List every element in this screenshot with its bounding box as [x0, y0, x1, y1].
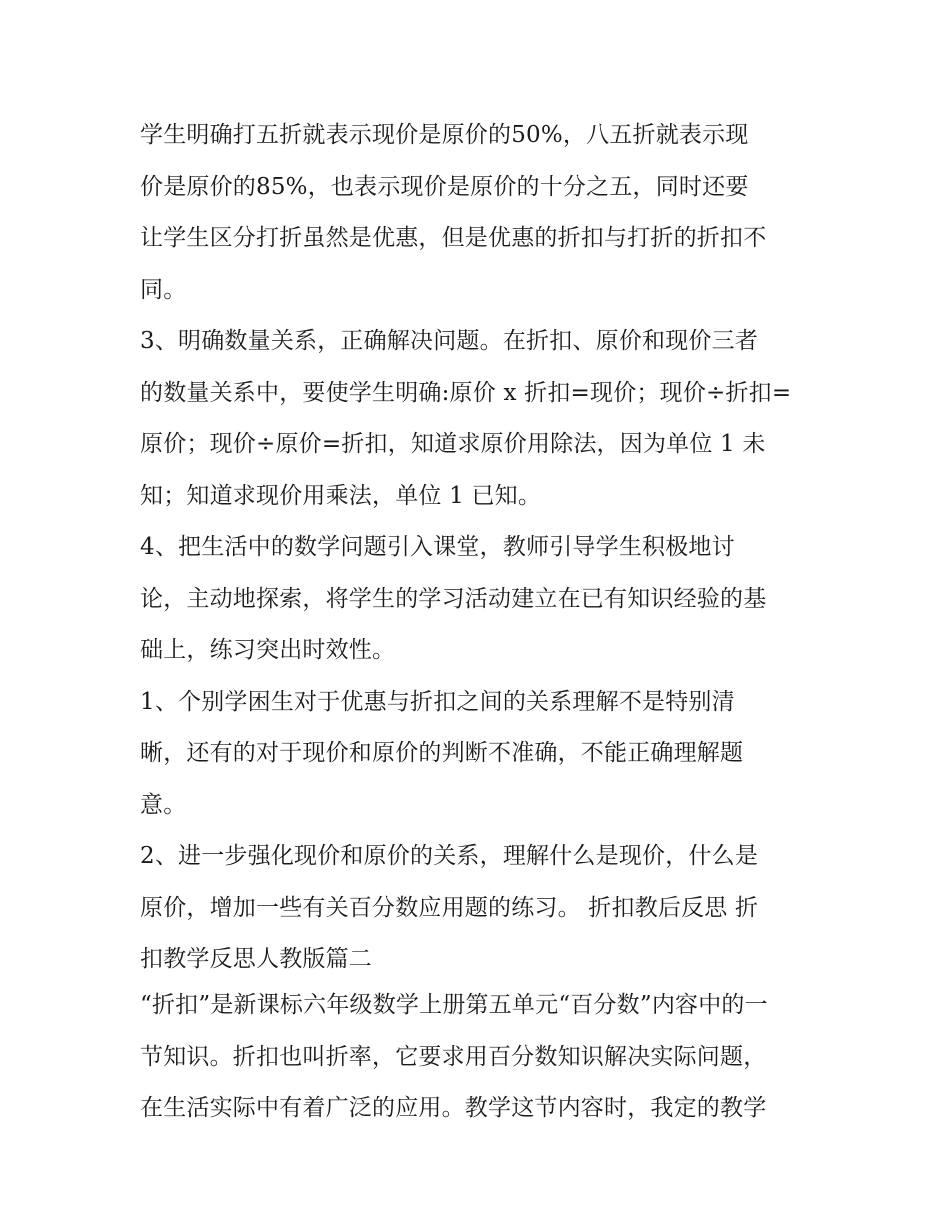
- text-line: 扣教学反思人教版篇二: [140, 946, 372, 972]
- text-line: 1、个别学困生对于优惠与折扣之间的关系理解不是特别清: [140, 688, 735, 715]
- text-line: 学生明确打五折就表示现价是原价的50%，八五折就表示现: [140, 122, 749, 148]
- text-line: 知；知道求现价用乘法，单位 1 已知。: [140, 482, 542, 509]
- text-line: 同。: [140, 276, 187, 303]
- text-line: 晰，还有的对于现价和原价的判断不准确，不能正确理解题: [140, 740, 744, 766]
- text-line: 的数量关系中，要使学生明确:原价 x 折扣=现价；现价÷折扣=: [140, 379, 792, 406]
- text-line: 3、明确数量关系，正确解决问题。在折扣、原价和现价三者: [140, 328, 759, 354]
- text-line: 2、进一步强化现价和原价的关系，理解什么是现价，什么是: [140, 843, 759, 869]
- text-line: 价是原价的85%，也表示现价是原价的十分之五，同时还要: [140, 173, 749, 200]
- text-line: 让学生区分打折虽然是优惠，但是优惠的折扣与打折的折扣不: [140, 225, 767, 251]
- text-line: 论，主动地探索，将学生的学习活动建立在已有知识经验的基: [140, 585, 767, 612]
- text-line: 节知识。折扣也叫折率，它要求用百分数知识解决实际问题，: [140, 1043, 767, 1070]
- text-line: “折扣”是新课标六年级数学上册第五单元“百分数”内容中的一: [140, 992, 768, 1018]
- document-body: [140, 110, 820, 1135]
- text-line: 在生活实际中有着广泛的应用。教学这节内容时，我定的教学: [140, 1095, 767, 1121]
- text-line: 意。: [140, 791, 187, 818]
- text-line: 原价，增加一些有关百分数应用题的练习。 折扣教后反思 折: [140, 894, 759, 921]
- text-line: 原价；现价÷原价=折扣，知道求原价用除法，因为单位 1 未: [140, 431, 766, 457]
- text-line: 4、把生活中的数学问题引入课堂，教师引导学生积极地讨: [140, 534, 735, 560]
- text-line: 础上，练习突出时效性。: [140, 637, 396, 663]
